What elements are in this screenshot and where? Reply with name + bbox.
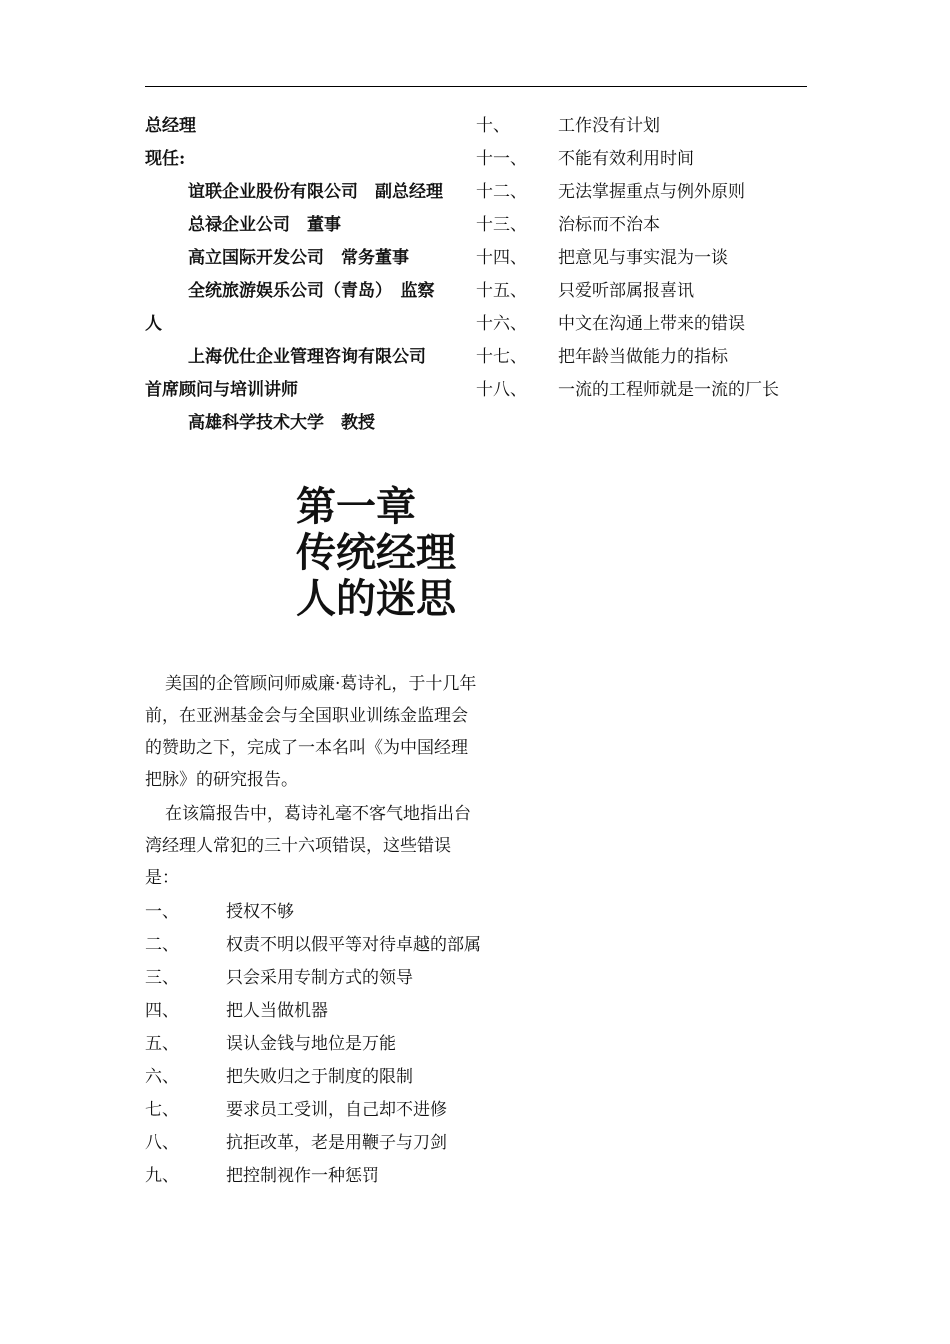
- mistake-number: 十三、: [476, 215, 527, 235]
- mistake-text: 把控制视作一种惩罚: [226, 1166, 379, 1186]
- mistake-text: 不能有效利用时间: [558, 149, 694, 169]
- mistake-number: 四、: [145, 1001, 179, 1021]
- mistake-text: 把失败归之于制度的限制: [226, 1067, 413, 1087]
- mistake-number: 六、: [145, 1067, 179, 1087]
- bio-title: 总经理: [145, 116, 196, 136]
- mistake-number: 五、: [145, 1034, 179, 1054]
- mistake-text: 授权不够: [226, 902, 294, 922]
- mistake-text: 工作没有计划: [558, 116, 660, 136]
- mistake-text: 只爱听部属报喜讯: [558, 281, 694, 301]
- bio-position: 高雄科学技术大学 教授: [188, 413, 375, 433]
- chapter-title-line: 人的迷思: [296, 575, 456, 622]
- mistake-item: [145, 929, 485, 962]
- mistake-number: 十四、: [476, 248, 527, 268]
- mistake-text: 抗拒改革，老是用鞭子与刀剑: [226, 1133, 447, 1153]
- mistake-item: [476, 143, 816, 176]
- mistake-item: [145, 896, 485, 929]
- chapter-title-line: 传统经理: [296, 529, 456, 576]
- mistake-item: [145, 1061, 485, 1094]
- mistake-item: [476, 242, 816, 275]
- chapter-title: [296, 484, 456, 622]
- bio-position: 谊联企业股份有限公司 副总经理: [188, 182, 443, 202]
- mistake-number: 一、: [145, 902, 179, 922]
- mistake-item: [476, 110, 816, 143]
- mistake-item: [145, 995, 485, 1028]
- mistakes-list-right: [476, 110, 816, 407]
- mistake-text: 无法掌握重点与例外原则: [558, 182, 745, 202]
- mistake-text: 误认金钱与地位是万能: [226, 1034, 396, 1054]
- mistake-text: 一流的工程师就是一流的厂长: [558, 380, 779, 400]
- mistake-item: [145, 1094, 485, 1127]
- mistake-number: 九、: [145, 1166, 179, 1186]
- mistake-item: [476, 176, 816, 209]
- bio-position: 上海优仕企业管理咨询有限公司: [188, 347, 426, 367]
- mistake-text: 把年龄当做能力的指标: [558, 347, 728, 367]
- mistake-item: [476, 341, 816, 374]
- bio-position: 总禄企业公司 董事: [188, 215, 341, 235]
- mistake-item: [145, 1127, 485, 1160]
- mistake-number: 十二、: [476, 182, 527, 202]
- bio-wrap: 人: [145, 314, 162, 334]
- mistake-number: 八、: [145, 1133, 179, 1153]
- mistake-number: 三、: [145, 968, 179, 988]
- mistakes-list-left: [145, 896, 485, 1193]
- mistake-item: [476, 209, 816, 242]
- mistake-text: 治标而不治本: [558, 215, 660, 235]
- mistake-number: 十、: [476, 116, 510, 136]
- intro-paragraph: 在该篇报告中，葛诗礼毫不客气地指出台湾经理人常犯的三十六项错误，这些错误是：: [145, 804, 471, 888]
- bio-position: 高立国际开发公司 常务董事: [188, 248, 409, 268]
- bio-column: [145, 110, 475, 440]
- bio-position: 全统旅游娱乐公司（青岛） 监察: [188, 281, 435, 301]
- intro-text: [145, 668, 480, 894]
- mistake-text: 中文在沟通上带来的错误: [558, 314, 745, 334]
- mistake-item: [476, 275, 816, 308]
- mistake-number: 十八、: [476, 380, 527, 400]
- mistake-number: 十六、: [476, 314, 527, 334]
- mistake-text: 要求员工受训，自己却不进修: [226, 1100, 447, 1120]
- mistake-text: 权责不明以假平等对待卓越的部属: [226, 935, 481, 955]
- mistake-number: 十七、: [476, 347, 527, 367]
- chapter-title-line: 第一章: [296, 483, 416, 530]
- mistake-number: 七、: [145, 1100, 179, 1120]
- mistake-text: 只会采用专制方式的领导: [226, 968, 413, 988]
- mistake-number: 二、: [145, 935, 179, 955]
- mistake-item: [145, 1160, 485, 1193]
- mistake-item: [476, 374, 816, 407]
- mistake-item: [145, 962, 485, 995]
- mistake-number: 十五、: [476, 281, 527, 301]
- mistake-text: 把意见与事实混为一谈: [558, 248, 728, 268]
- mistake-number: 十一、: [476, 149, 527, 169]
- mistake-text: 把人当做机器: [226, 1001, 328, 1021]
- mistake-item: [145, 1028, 485, 1061]
- bio-wrap: 首席顾问与培训讲师: [145, 380, 298, 400]
- mistake-item: [476, 308, 816, 341]
- header-rule: [145, 86, 807, 87]
- intro-paragraph: 美国的企管顾问师威廉·葛诗礼，于十几年前，在亚洲基金会与全国职业训练金监理会的赞助之下，完成了一本名叫《为中国经理把脉》的研究报告。: [145, 674, 477, 790]
- bio-current-label: 现任:: [145, 149, 186, 169]
